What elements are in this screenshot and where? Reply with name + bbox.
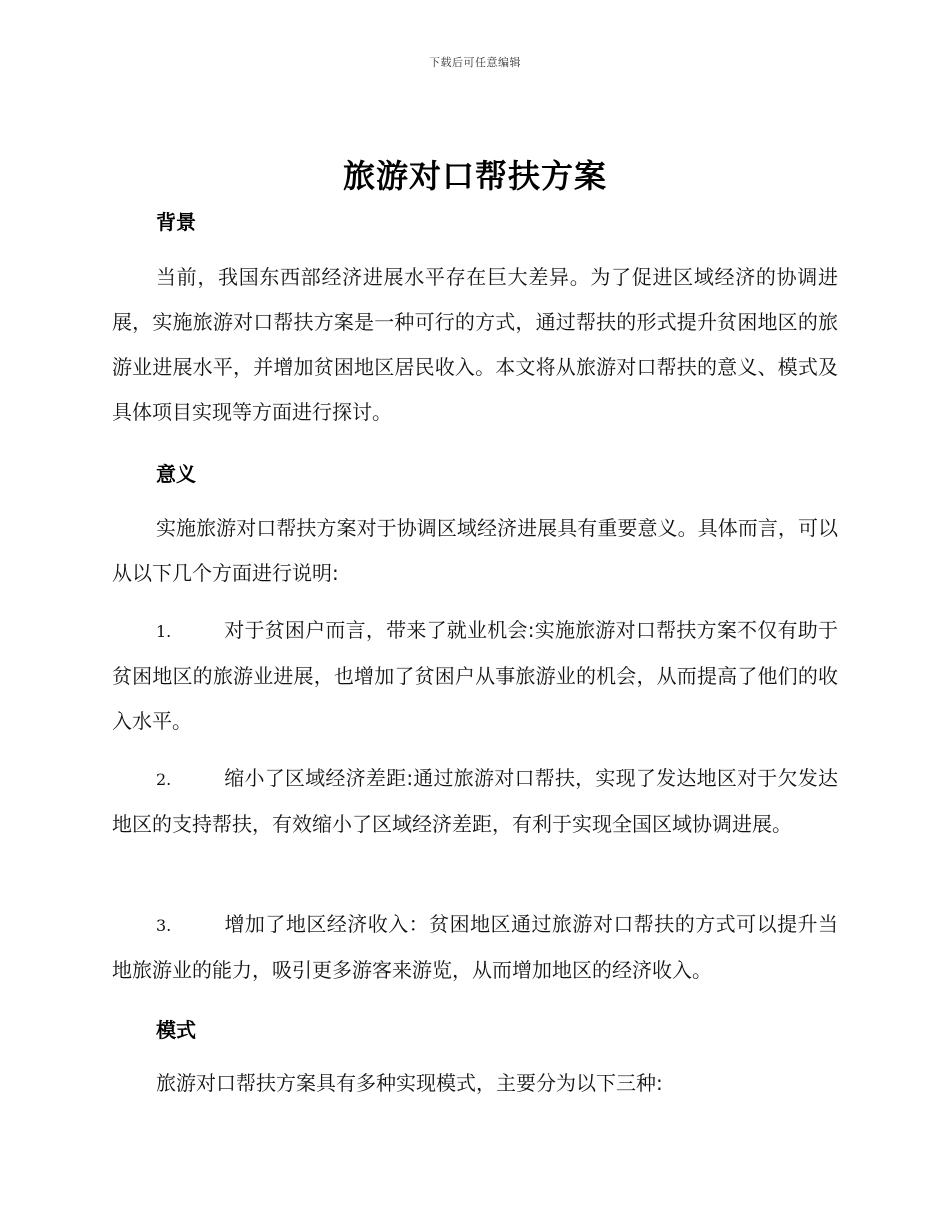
list-item <box>112 608 838 744</box>
list-item-text: 缩小了区域经济差距:通过旅游对口帮扶，实现了发达地区对于欠发达地区的支持帮扶，有效缩小了区域经济差距，有利于实现全国区域协调进展。 <box>112 766 838 836</box>
list-item-number: 3. <box>156 916 172 935</box>
page-header-note: 下载后可任意编辑 <box>429 56 521 69</box>
section-body-modes <box>112 1061 838 1106</box>
paragraph-significance-intro: 实施旅游对口帮扶方案对于协调区域经济进展具有重要意义。具体而言，可以从以下几个方面进行说明: <box>112 516 838 585</box>
list-item-1 <box>112 608 838 744</box>
section-body-significance <box>112 506 838 596</box>
list-item <box>112 902 838 993</box>
section-heading-modes: 模式 <box>156 1018 196 1042</box>
list-item-text: 增加了地区经济收入：贫困地区通过旅游对口帮扶的方式可以提升当地旅游业的能力，吸引更多游客来游览，从而增加地区的经济收入。 <box>112 912 838 982</box>
section-heading-background: 背景 <box>156 210 196 234</box>
section-body-background <box>112 255 838 435</box>
list-item-3 <box>112 902 838 993</box>
list-item-text: 对于贫困户而言，带来了就业机会:实施旅游对口帮扶方案不仅有助于贫困地区的旅游业进展，也增加了贫困户从事旅游业的机会，从而提高了他们的收入水平。 <box>112 618 838 733</box>
paragraph-background: 当前，我国东西部经济进展水平存在巨大差异。为了促进区域经济的协调进展，实施旅游对口帮扶方案是一种可行的方式，通过帮扶的形式提升贫困地区的旅游业进展水平，并增加贫困地区居民收入。本文将从旅游对口帮扶的意义、模式及具体项目实现等方面进行探讨。 <box>112 265 838 424</box>
section-heading-significance: 意义 <box>156 462 196 486</box>
list-item-number: 1. <box>156 622 172 641</box>
list-item <box>112 756 838 847</box>
document-title: 旅游对口帮扶方案 <box>342 157 607 195</box>
paragraph-modes-intro: 旅游对口帮扶方案具有多种实现模式，主要分为以下三种: <box>156 1071 663 1095</box>
list-item-2 <box>112 756 838 847</box>
list-item-number: 2. <box>156 770 172 789</box>
